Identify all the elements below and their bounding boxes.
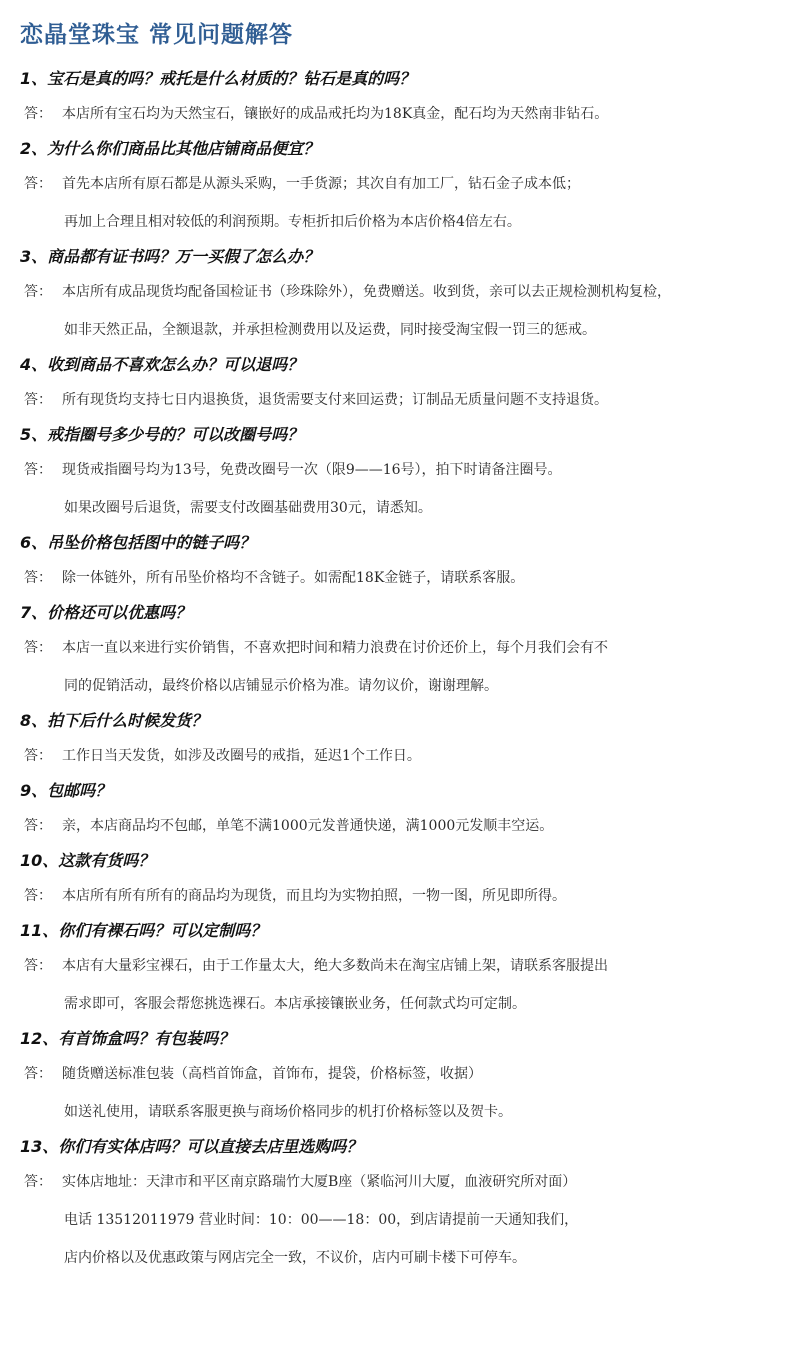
faq-item — [0, 241, 787, 349]
answer-text: 随货赠送标准包装（高档首饰盒，首饰布，提袋，价格标签，收据） — [62, 1066, 482, 1082]
answer-text: 需求即可，客服会帮您挑选裸石。本店承接镶嵌业务，任何款式均可定制。 — [64, 996, 526, 1012]
answer-prefix: 答： — [24, 748, 52, 764]
faq-answer-continuation — [0, 311, 787, 349]
faq-question: 2、为什么你们商品比其他店铺商品便宜？ — [20, 139, 320, 158]
faq-item — [0, 845, 787, 915]
faq-answer-continuation — [0, 1201, 787, 1239]
answer-text: 工作日当天发货，如涉及改圈号的戒指，延迟1个工作日。 — [62, 748, 421, 764]
faq-answer — [0, 381, 787, 419]
faq-list — [0, 63, 787, 1277]
faq-answer — [0, 165, 787, 203]
answer-text: 如非天然正品，全额退款，并承担检测费用以及运费，同时接受淘宝假一罚三的惩戒。 — [64, 322, 596, 338]
faq-question: 6、吊坠价格包括图中的链子吗？ — [20, 533, 256, 552]
answer-prefix: 答： — [24, 1174, 52, 1190]
answer-text: 同的促销活动，最终价格以店铺显示价格为准。请勿议价，谢谢理解。 — [64, 678, 498, 694]
faq-item — [0, 915, 787, 1023]
answer-text: 本店一直以来进行实价销售，不喜欢把时间和精力浪费在讨价还价上，每个月我们会有不 — [62, 640, 608, 656]
answer-prefix: 答： — [24, 570, 52, 586]
faq-question: 13、你们有实体店吗？可以直接去店里选购吗？ — [20, 1137, 363, 1156]
faq-answer — [0, 947, 787, 985]
faq-item — [0, 349, 787, 419]
faq-item — [0, 527, 787, 597]
faq-answer — [0, 451, 787, 489]
answer-text: 首先本店所有原石都是从源头采购，一手货源；其次自有加工厂，钻石金子成本低； — [62, 176, 580, 192]
faq-answer — [0, 1055, 787, 1093]
faq-answer — [0, 807, 787, 845]
faq-item — [0, 63, 787, 133]
faq-answer-continuation — [0, 489, 787, 527]
answer-text: 电话 13512011979 营业时间：10：00——18：00，到店请提前一天通知我们， — [64, 1212, 579, 1228]
answer-prefix: 答： — [24, 888, 52, 904]
faq-question: 10、这款有货吗？ — [20, 851, 155, 870]
faq-answer-continuation — [0, 1239, 787, 1277]
faq-question: 3、商品都有证书吗？万一买假了怎么办？ — [20, 247, 320, 266]
faq-item — [0, 1131, 787, 1277]
answer-text: 再加上合理且相对较低的利润预期。专柜折扣后价格为本店价格4倍左右。 — [64, 214, 521, 230]
faq-answer — [0, 273, 787, 311]
page-title: 恋晶堂珠宝 常见问题解答 — [20, 22, 294, 48]
faq-question: 4、收到商品不喜欢怎么办？可以退吗？ — [20, 355, 304, 374]
faq-item — [0, 419, 787, 527]
answer-text: 除一体链外，所有吊坠价格均不含链子。如需配18K金链子，请联系客服。 — [62, 570, 525, 586]
answer-prefix: 答： — [24, 284, 52, 300]
faq-question: 9、包邮吗？ — [20, 781, 112, 800]
answer-prefix: 答： — [24, 392, 52, 408]
answer-prefix: 答： — [24, 640, 52, 656]
answer-prefix: 答： — [24, 176, 52, 192]
answer-prefix: 答： — [24, 462, 52, 478]
faq-answer-continuation — [0, 203, 787, 241]
faq-answer — [0, 629, 787, 667]
answer-text: 本店所有所有所有的商品均为现货，而且均为实物拍照，一物一图，所见即所得。 — [62, 888, 566, 904]
answer-text: 实体店地址：天津市和平区南京路瑞竹大厦B座（紧临河川大厦，血液研究所对面） — [62, 1174, 577, 1190]
answer-prefix: 答： — [24, 1066, 52, 1082]
faq-answer-continuation — [0, 985, 787, 1023]
faq-answer-continuation — [0, 1093, 787, 1131]
answer-text: 如送礼使用，请联系客服更换与商场价格同步的机打价格标签以及贺卡。 — [64, 1104, 512, 1120]
faq-item — [0, 133, 787, 241]
faq-answer — [0, 737, 787, 775]
answer-text: 现货戒指圈号均为13号，免费改圈号一次（限9——16号），拍下时请备注圈号。 — [62, 462, 562, 478]
answer-text: 本店有大量彩宝裸石，由于工作量太大，绝大多数尚未在淘宝店铺上架，请联系客服提出 — [62, 958, 608, 974]
answer-text: 本店所有成品现货均配备国检证书（珍珠除外），免费赠送。收到货，亲可以去正规检测机构复检， — [62, 284, 671, 300]
faq-question: 12、有首饰盒吗？有包装吗？ — [20, 1029, 235, 1048]
faq-item — [0, 705, 787, 775]
faq-answer — [0, 559, 787, 597]
answer-text: 如果改圈号后退货，需要支付改圈基础费用30元，请悉知。 — [64, 500, 432, 516]
faq-question: 7、价格还可以优惠吗？ — [20, 603, 192, 622]
answer-prefix: 答： — [24, 958, 52, 974]
faq-question: 11、你们有裸石吗？可以定制吗？ — [20, 921, 267, 940]
faq-item — [0, 1023, 787, 1131]
answer-text: 亲，本店商品均不包邮，单笔不满1000元发普通快递，满1000元发顺丰空运。 — [62, 818, 554, 834]
faq-item — [0, 597, 787, 705]
answer-prefix: 答： — [24, 818, 52, 834]
faq-question: 5、戒指圈号多少号的？可以改圈号吗？ — [20, 425, 304, 444]
faq-question: 8、拍下后什么时候发货？ — [20, 711, 208, 730]
answer-prefix: 答： — [24, 106, 52, 122]
faq-item — [0, 775, 787, 845]
answer-text: 本店所有宝石均为天然宝石，镶嵌好的成品戒托均为18K真金，配石均为天然南非钻石。 — [62, 106, 609, 122]
faq-answer-continuation — [0, 667, 787, 705]
faq-question: 1、宝石是真的吗？戒托是什么材质的？钻石是真的吗？ — [20, 69, 416, 88]
faq-answer — [0, 95, 787, 133]
faq-answer — [0, 1163, 787, 1201]
answer-text: 店内价格以及优惠政策与网店完全一致，不议价，店内可刷卡楼下可停车。 — [64, 1250, 526, 1266]
answer-text: 所有现货均支持七日内退换货，退货需要支付来回运费；订制品无质量问题不支持退货。 — [62, 392, 608, 408]
faq-answer — [0, 877, 787, 915]
